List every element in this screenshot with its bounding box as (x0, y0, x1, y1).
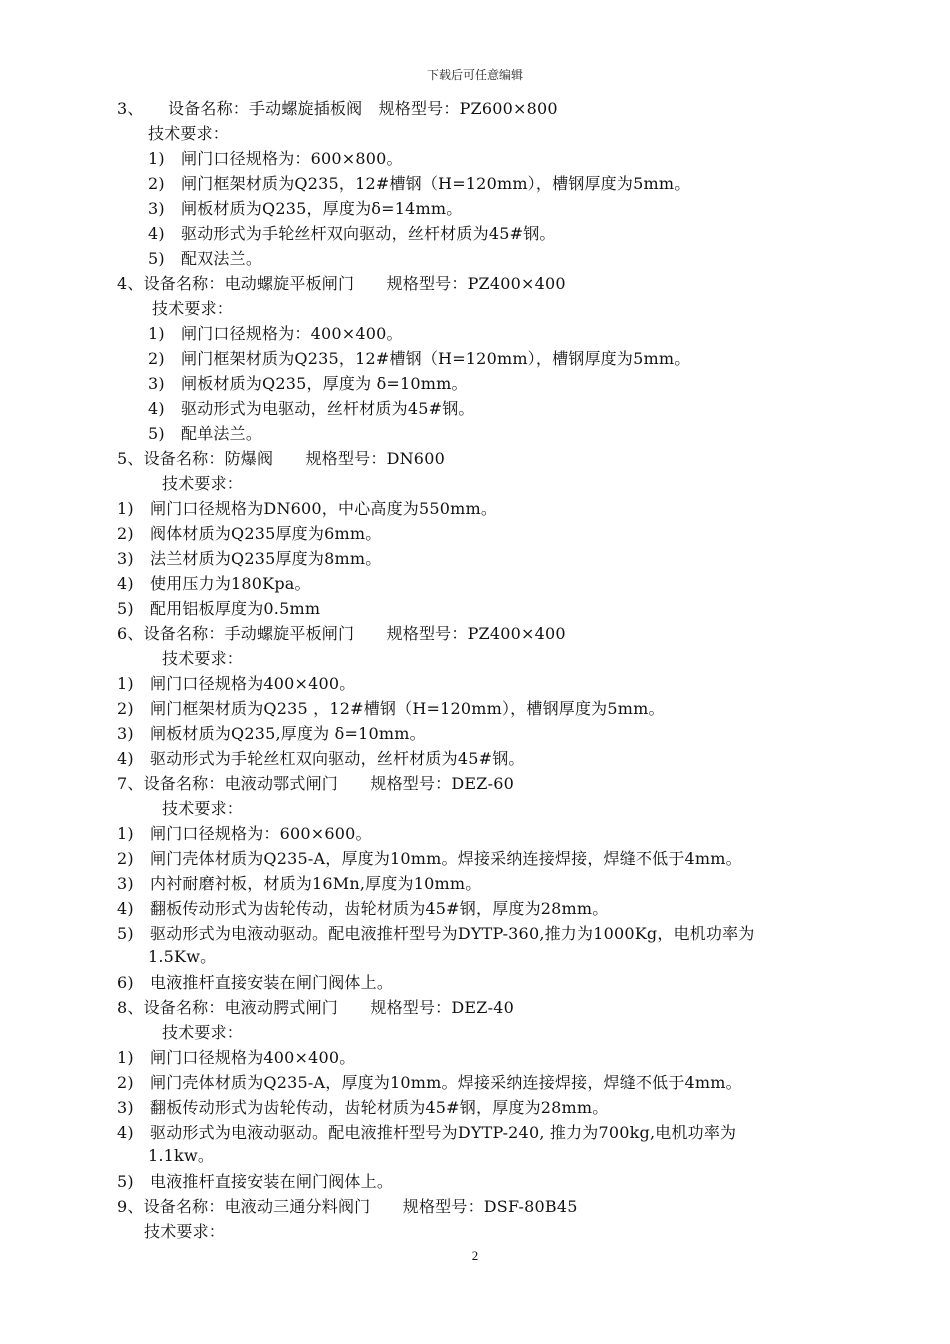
text-line: 技术要求： (144, 1222, 226, 1241)
text-line: 3) 闸板材质为Q235，厚度为 δ=10mm。 (148, 374, 468, 393)
text-line: 2) 阀体材质为Q235厚度为6mm。 (117, 524, 382, 543)
text-line: 4) 驱动形式为手轮丝杆双向驱动，丝杆材质为45#钢。 (148, 224, 556, 243)
text-line: 4) 驱动形式为电驱动，丝杆材质为45#钢。 (148, 399, 475, 418)
text-line: 技术要求： (162, 649, 244, 668)
text-line: 2) 闸门框架材质为Q235，12#槽钢（H=120mm），槽钢厚度为5mm。 (148, 349, 691, 368)
text-line: 2) 闸门框架材质为Q235，12#槽钢（H=120mm），槽钢厚度为5mm。 (148, 174, 691, 193)
text-line: 3) 内衬耐磨衬板，材质为16Mn,厚度为10mm。 (117, 874, 482, 893)
text-line: 5) 配单法兰。 (148, 424, 263, 443)
text-line: 5) 配用铝板厚度为0.5mm (117, 599, 321, 618)
text-line: 1) 闸门口径规格为400×400。 (117, 674, 356, 693)
text-line: 2) 闸门框架材质为Q235 ，12#槽钢（H=120mm），槽钢厚度为5mm。 (117, 699, 665, 718)
text-line: 4、设备名称：电动螺旋平板闸门 规格型号：PZ400×400 (117, 274, 566, 293)
text-line: 4) 驱动形式为手轮丝杠双向驱动，丝杆材质为45#钢。 (117, 749, 525, 768)
text-line: 1.5Kw。 (148, 947, 217, 966)
text-line: 4) 驱动形式为电液动驱动。配电液推杆型号为DYTP-240, 推力为700kg,电机功率为 (117, 1123, 737, 1142)
text-line: 9、设备名称：电液动三通分料阀门 规格型号：DSF-80B45 (117, 1197, 578, 1216)
text-line: 技术要求： (148, 124, 230, 143)
text-line: 3、 设备名称：手动螺旋插板阀 规格型号：PZ600×800 (117, 99, 558, 118)
text-line: 技术要求： (152, 299, 234, 318)
text-line: 3) 闸板材质为Q235，厚度为δ=14mm。 (148, 199, 463, 218)
text-line: 技术要求： (162, 1023, 244, 1042)
text-line: 8、设备名称：电液动腭式闸门 规格型号：DEZ-40 (117, 998, 514, 1017)
text-line: 5) 电液推杆直接安装在闸门阀体上。 (117, 1172, 394, 1191)
text-line: 1) 闸门口径规格为：600×600。 (117, 824, 372, 843)
text-line: 5) 配双法兰。 (148, 249, 263, 268)
text-line: 1) 闸门口径规格为：600×800。 (148, 149, 403, 168)
text-line: 1) 闸门口径规格为：400×400。 (148, 324, 403, 343)
text-line: 5、设备名称：防爆阀 规格型号：DN600 (117, 449, 445, 468)
text-line: 1) 闸门口径规格为DN600，中心高度为550mm。 (117, 499, 498, 518)
text-line: 4) 使用压力为180Kpa。 (117, 574, 311, 593)
text-line: 2) 闸门壳体材质为Q235-A，厚度为10mm。焊接采纳连接焊接，焊缝不低于4mm。 (117, 849, 742, 868)
text-line: 4) 翻板传动形式为齿轮传动，齿轮材质为45#钢，厚度为28mm。 (117, 899, 609, 918)
page-header: 下载后可任意编辑 (426, 68, 523, 82)
text-line: 2) 闸门壳体材质为Q235-A，厚度为10mm。焊接采纳连接焊接，焊缝不低于4mm。 (117, 1073, 742, 1092)
text-line: 3) 闸板材质为Q235,厚度为 δ=10mm。 (117, 724, 426, 743)
text-line: 5) 驱动形式为电液动驱动。配电液推杆型号为DYTP-360,推力为1000Kg，电机功率为 (117, 924, 755, 943)
text-line: 1.1kw。 (148, 1146, 215, 1165)
page-number: 2 (471, 1248, 479, 1263)
text-line: 1) 闸门口径规格为400×400。 (117, 1048, 356, 1067)
text-line: 技术要求： (162, 474, 244, 493)
text-line: 7、设备名称：电液动鄂式闸门 规格型号：DEZ-60 (117, 774, 514, 793)
text-line: 3) 法兰材质为Q235厚度为8mm。 (117, 549, 382, 568)
text-line: 3) 翻板传动形式为齿轮传动，齿轮材质为45#钢，厚度为28mm。 (117, 1098, 609, 1117)
text-line: 6) 电液推杆直接安装在闸门阀体上。 (117, 973, 394, 992)
text-line: 6、设备名称：手动螺旋平板闸门 规格型号：PZ400×400 (117, 624, 566, 643)
text-line: 技术要求： (162, 799, 244, 818)
